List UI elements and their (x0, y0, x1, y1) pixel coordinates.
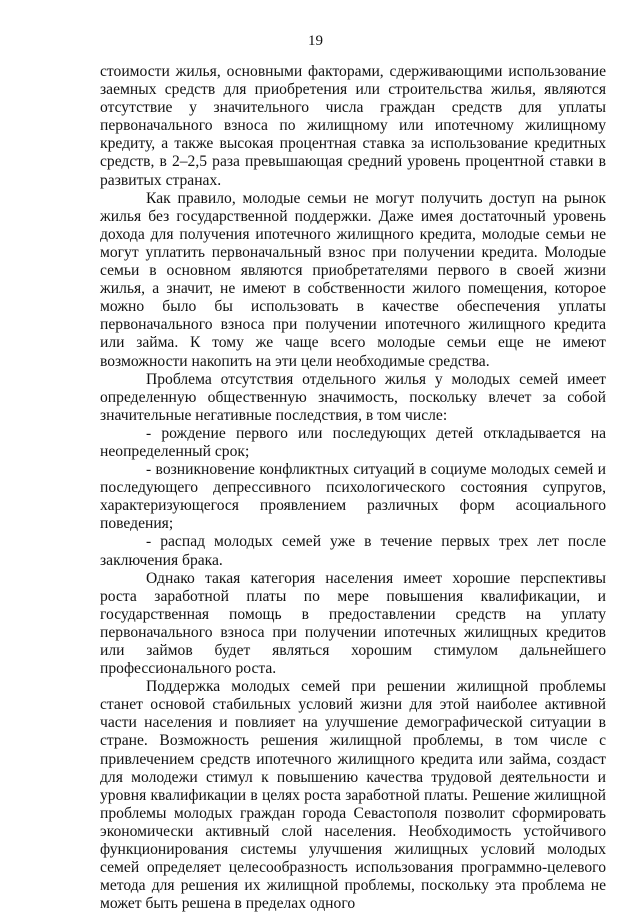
paragraph-1: стоимости жилья, основными факторами, сдерживающими использование заемных средств для приобретения или строительства жилья, являются отсутствие у значительного числа граждан средств для уплаты первоначального взноса по жилищному или ипотечному жилищному кредиту, а также высокая процентная ставка за использование кредитных средств, в 2–2,5 раза превышающая средний уровень процентной ставки в развитых странах. (100, 63, 606, 189)
list-item-1: - рождение первого или последующих детей откладывается на неопределенный срок; (100, 424, 606, 460)
list-item-3: - распад молодых семей уже в течение первых трех лет после заключения брака. (100, 533, 606, 569)
paragraph-5: Поддержка молодых семей при решении жилищной проблемы станет основой стабильных условий жизни для этой наиболее активной части населения и повлияет на улучшение демографической ситуации в стране. Возможность решения жилищной проблемы, в том числе с привлечением средств ипотечного жилищного кредита или займа, создаст для молодежи стимул к повышению качества трудовой деятельности и уровня квалификации в целях роста заработной платы. Решение жилищной проблемы молодых граждан города Севастополя позволит сформировать экономически активный слой населения. Необходимость устойчивого функционирования системы улучшения жилищных условий молодых семей определяет целесообразность использования программно-целевого метода для решения их жилищной проблемы, поскольку эта проблема не может быть решена в пределах одного (100, 678, 606, 913)
paragraph-4: Однако такая категория населения имеет хорошие перспективы роста заработной платы по мере повышения квалификации, и государственная помощь в предоставлении средств на уплату первоначального взноса при получении ипотечных жилищных кредитов или займов будет являться хорошим стимулом дальнейшего профессионального роста. (100, 569, 606, 678)
page-number: 19 (308, 33, 323, 49)
list-item-2: - возникновение конфликтных ситуаций в социуме молодых семей и последующего депрессивного психологического состояния супругов, характеризующегося проявлением различных форм асоциального поведения; (100, 461, 606, 533)
paragraph-3: Проблема отсутствия отдельного жилья у молодых семей имеет определенную общественную значимость, поскольку влечет за собой значительные негативные последствия, в том числе: (100, 370, 606, 424)
body-text (100, 63, 606, 913)
paragraph-2: Как правило, молодые семьи не могут получить доступ на рынок жилья без государственной поддержки. Даже имея достаточный уровень дохода для получения ипотечного жилищного кредита, молодые семьи не могут уплатить первоначальный взнос при получении кредита. Молодые семьи в основном являются приобретателями первого в своей жизни жилья, а значит, не имеют в собственности жилого помещения, которое можно было бы использовать в качестве обеспечения уплаты первоначального взноса при получении ипотечного жилищного кредита или займа. К тому же чаще всего молодые семьи еще не имеют возможности накопить на эти цели необходимые средства. (100, 189, 606, 370)
